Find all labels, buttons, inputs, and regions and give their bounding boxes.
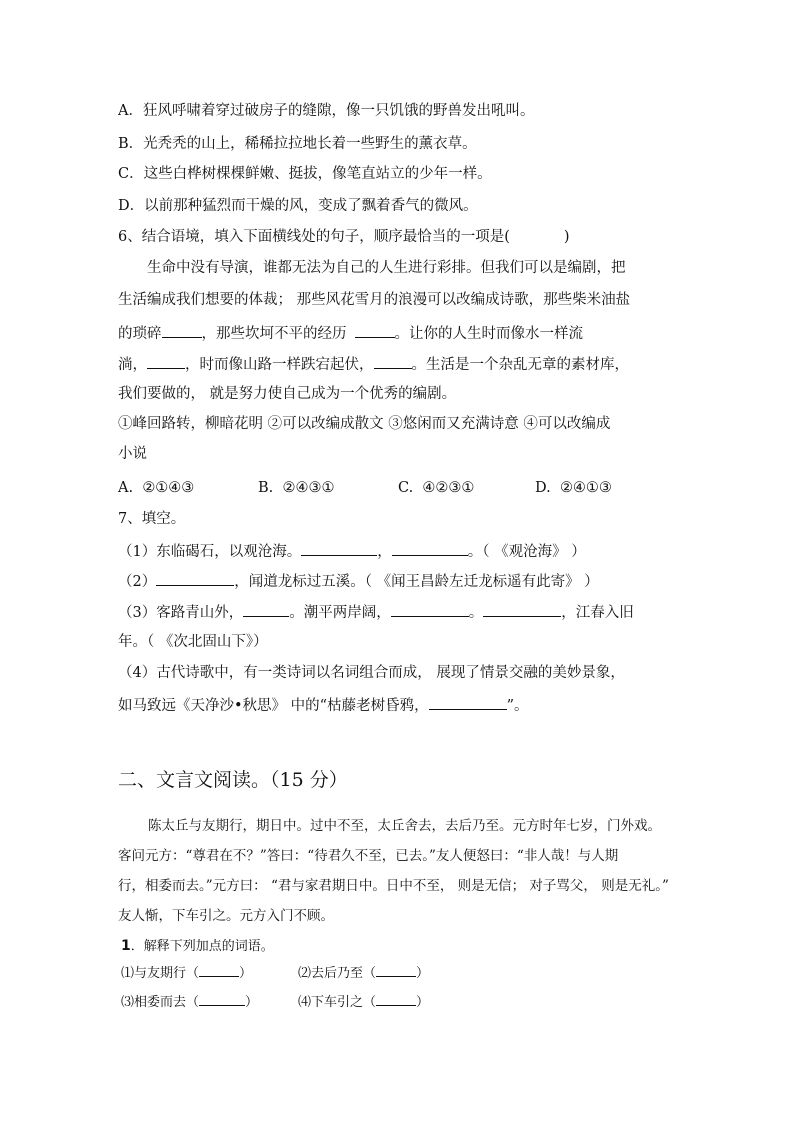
fill-blank[interactable] xyxy=(243,601,289,617)
q5-option-d: D．以前那种猛烈而干燥的风，变成了飘着香气的微风。 xyxy=(118,198,478,214)
q6-text: ，时而像山路一样跌宕起伏， xyxy=(185,357,374,373)
q6-passage-line-5: 我们要做的， 就是努力使自己成为一个优秀的编剧。 xyxy=(118,386,457,402)
classical-text-line-1: 陈太丘与友期行，期日中。过中不至，太丘舍去，去后乃至。元方时年七岁，门外戏。 xyxy=(148,818,661,834)
q6-items-line-2: 小说 xyxy=(118,446,147,462)
q5-option-b: B．光秃秃的山上，稀稀拉拉地长着一些野生的薰衣草。 xyxy=(118,136,477,152)
q6-stem-close: ) xyxy=(563,229,570,245)
q7-line-3 xyxy=(118,601,634,623)
classical-text-line-3: 行，相委而去。”元方曰： “君与家君期日中。日中不至， 则是无信； 对子骂父， 则是无礼。” xyxy=(118,878,669,894)
q7-text: 。（ 《观沧海》 ） xyxy=(467,544,586,560)
q7-text: ， xyxy=(377,544,392,560)
q7-text: 。潮平两岸阔， xyxy=(289,605,391,621)
q7-text: ，江春入旧 xyxy=(561,605,634,621)
question-number: 1 xyxy=(121,938,131,954)
fill-blank[interactable] xyxy=(301,540,377,556)
q7-title: 7、填空。 xyxy=(118,511,186,527)
q6-stem-text: 6、结合语境，填入下面横线处的句子，顺序最恰当的一项是( xyxy=(118,229,510,245)
q6-choice-d[interactable] xyxy=(535,478,612,498)
classical-text-line-2: 客问元方：“尊君在不？”答曰：“待君久不至，已去。”友人便怒曰：“非人哉！与人期 xyxy=(118,848,619,864)
choice-text: ②④①③ xyxy=(559,480,612,496)
q7-line-4: 年。（ 《次北固山下》） xyxy=(118,634,268,650)
paren-close: ） xyxy=(416,966,430,981)
q6-text: 。让你的人生时而像水一样流 xyxy=(394,326,583,342)
fill-blank[interactable] xyxy=(199,990,245,1006)
fill-blank[interactable] xyxy=(483,601,561,617)
question-text: ．解释下列加点的词语。 xyxy=(130,939,274,954)
paren-close: ） xyxy=(416,995,430,1010)
word-label: ⑷下车引之（ xyxy=(298,995,377,1010)
word-item-4 xyxy=(298,990,429,1013)
word-item-2 xyxy=(298,961,429,984)
fill-blank[interactable] xyxy=(376,961,416,977)
q7-line-2 xyxy=(118,570,599,592)
paren-close: ） xyxy=(245,995,259,1010)
q6-choice-b[interactable] xyxy=(258,478,334,498)
fill-blank[interactable] xyxy=(392,540,468,556)
paren-close: ） xyxy=(239,966,253,981)
fill-blank[interactable] xyxy=(374,353,412,369)
q7-text: （2） xyxy=(118,574,157,590)
q7-text: ，闻道龙标过五溪。（ 《闻王昌龄左迁龙标遥有此寄》 ） xyxy=(234,574,599,590)
q6-items-line-1: ①峰回路转，柳暗花明 ②可以改编成散文 ③悠闲而又充满诗意 ④可以改编成 xyxy=(118,416,611,432)
choice-letter: A. xyxy=(118,480,134,496)
fill-blank[interactable] xyxy=(429,694,507,710)
q7-line-5: （4）古代诗歌中，有一类诗词以名词组合而成， 展现了情景交融的美妙景象， xyxy=(118,665,625,681)
q6-text: 的琐碎 xyxy=(118,326,162,342)
fill-blank[interactable] xyxy=(376,990,416,1006)
fill-blank[interactable] xyxy=(199,961,239,977)
fill-blank[interactable] xyxy=(355,322,395,338)
choice-text: ②①④③ xyxy=(142,480,195,496)
word-label: ⑵去后乃至（ xyxy=(298,966,377,981)
q7-line-1 xyxy=(118,540,586,562)
q6-passage-line-3 xyxy=(118,322,583,344)
q7-text: 。 xyxy=(468,605,484,621)
section-title: 二、文言文阅读。（15 分） xyxy=(118,769,348,791)
q6-choice-a[interactable] xyxy=(118,478,194,498)
choice-text: ④②③① xyxy=(422,480,475,496)
fill-blank[interactable] xyxy=(147,353,185,369)
q6-passage-line-1: 生命中没有导演，谁都无法为自己的人生进行彩排。但我们可以是编剧，把 xyxy=(147,260,626,276)
q7-text: （3）客路青山外， xyxy=(118,605,244,621)
choice-letter: D. xyxy=(535,480,551,496)
choice-letter: B. xyxy=(258,480,274,496)
q7-text: （1）东临碣石，以观沧海。 xyxy=(118,544,302,560)
choice-text: ②④③① xyxy=(282,480,335,496)
sub-question-1 xyxy=(121,936,274,957)
classical-text-line-4: 友人惭，下车引之。元方入门不顾。 xyxy=(118,908,334,924)
q6-choice-c[interactable] xyxy=(398,478,474,498)
fill-blank[interactable] xyxy=(391,601,469,617)
q7-text: 如马致远《天净沙•秋思》 中的“枯藤老树昏鸦， xyxy=(118,698,429,714)
word-label: ⑶相委而去（ xyxy=(121,995,200,1010)
word-item-3 xyxy=(121,990,258,1013)
q6-stem xyxy=(118,227,570,247)
word-label: ⑴与友期行（ xyxy=(121,966,200,981)
fill-blank[interactable] xyxy=(156,570,234,586)
q6-text: 淌， xyxy=(118,357,147,373)
choice-letter: C. xyxy=(398,480,414,496)
q7-text: ”。 xyxy=(506,698,529,714)
word-item-1 xyxy=(121,961,252,984)
fill-blank[interactable] xyxy=(162,322,202,338)
q5-option-a: A．狂风呼啸着穿过破房子的缝隙，像一只饥饿的野兽发出吼叫。 xyxy=(118,103,535,119)
q7-line-6 xyxy=(118,694,529,716)
q5-option-c: C．这些白桦树棵棵鲜嫩、挺拔，像笔直站立的少年一样。 xyxy=(118,166,492,182)
q6-passage-line-2: 生活编成我们想要的体裁； 那些风花雪月的浪漫可以改编成诗歌，那些柴米油盐 xyxy=(118,292,631,308)
q6-text: ，那些坎坷不平的经历 xyxy=(201,326,347,342)
q6-text: 。生活是一个杂乱无章的素材库， xyxy=(411,357,629,373)
q6-passage-line-4 xyxy=(118,353,629,375)
